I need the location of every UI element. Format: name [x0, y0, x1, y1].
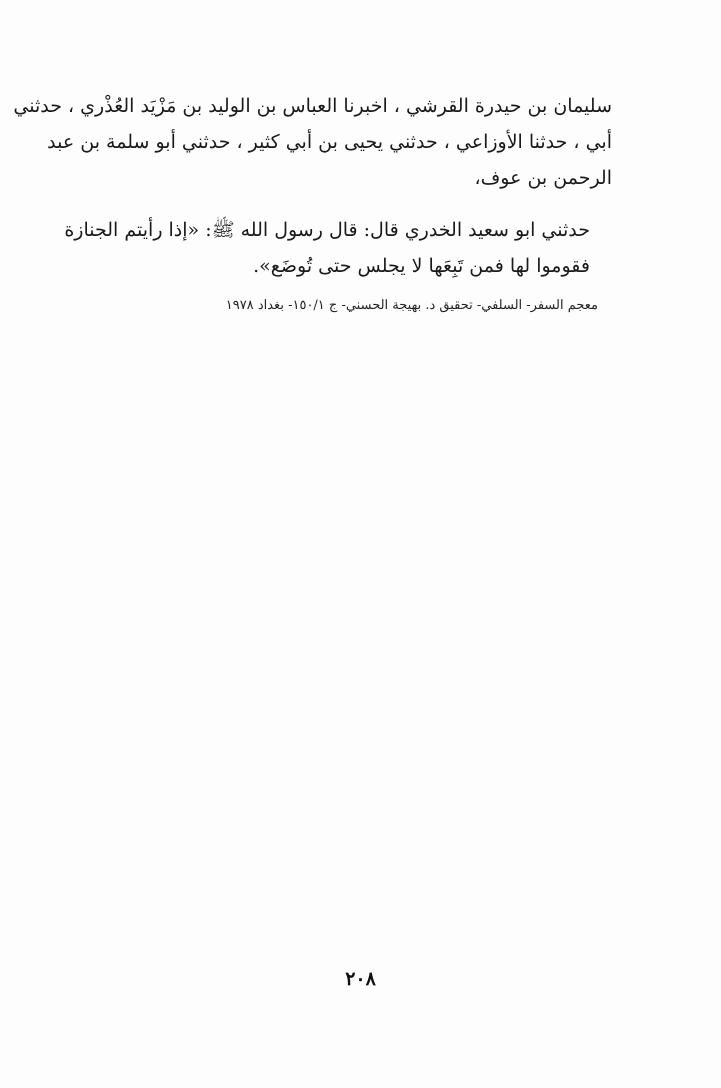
- paragraph-line: فقوموا لها فمن تَبِعَها لا يجلس حتى تُوضَع».: [253, 255, 590, 277]
- hadith-text-paragraph: [64, 212, 612, 284]
- page-number: ٢٠٨: [345, 968, 376, 990]
- paragraph-line: أبي ، حدثنا الأوزاعي ، حدثني يحيى بن أبي كثير ، حدثني أبو سلمة بن عبد: [47, 131, 612, 153]
- paragraph-line: حدثني ابو سعيد الخدري قال: قال رسول الله ﷺ: «إذا رأيتم الجنازة: [64, 219, 590, 241]
- paragraph-line: سليمان بن حيدرة القرشي ، اخبرنا العباس بن الوليد بن مَزْيَد العُذْري ، حدثني: [13, 95, 612, 117]
- source-citation: معجم السفر- السلفي- تحقيق د. بهيجة الحسني- ج ١٥٠/١- بغداد ١٩٧٨: [225, 298, 598, 313]
- paragraph-line: الرحمن بن عوف،: [474, 167, 612, 189]
- hadith-chain-paragraph: [13, 88, 612, 196]
